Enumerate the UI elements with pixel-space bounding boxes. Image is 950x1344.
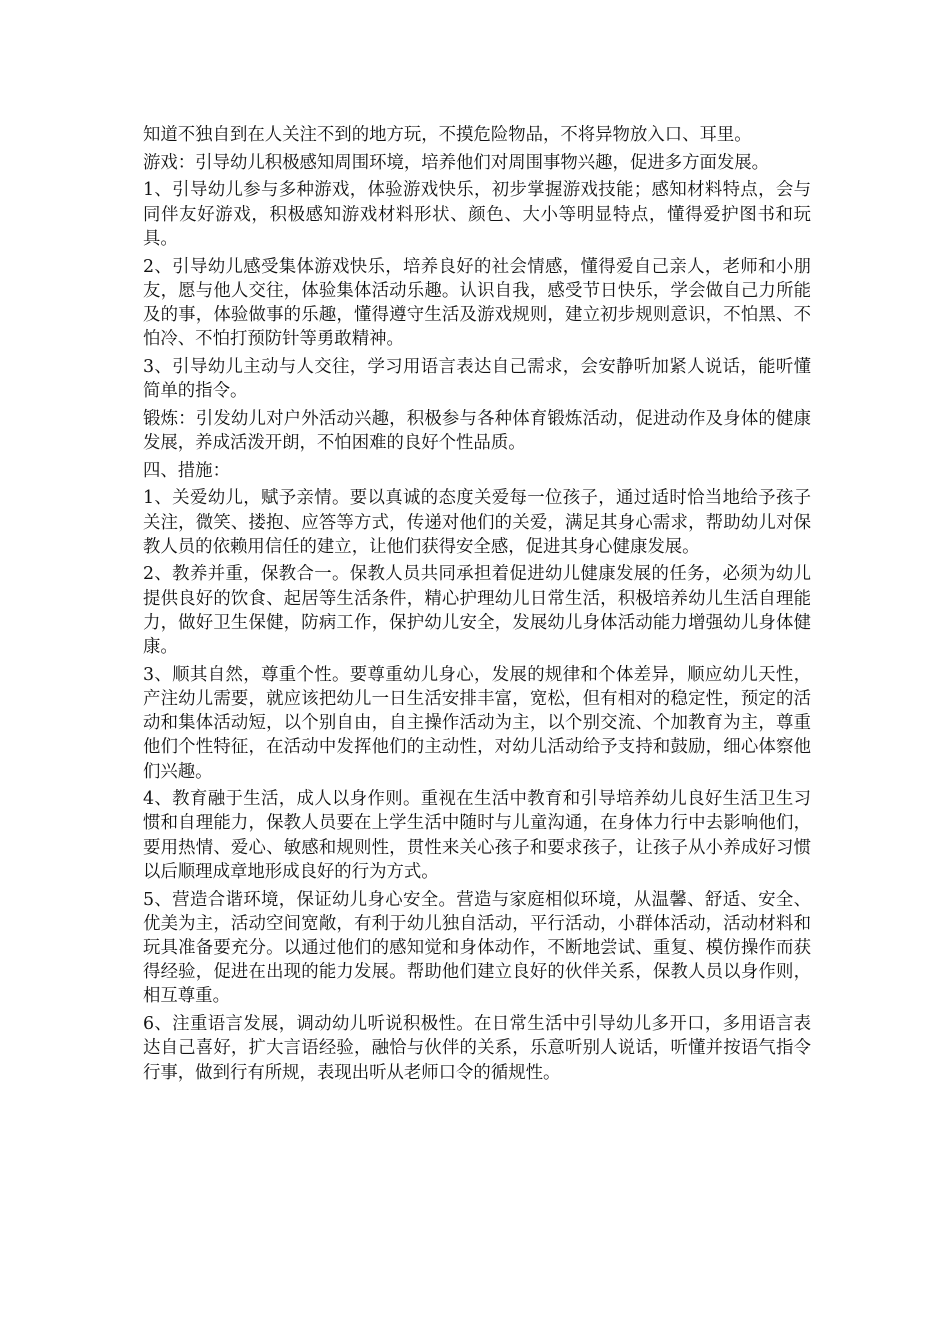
paragraph-safety-awareness: 知道不独自到在人关注不到的地方玩，不摸危险物品，不将异物放入口、耳里。 bbox=[143, 125, 752, 145]
paragraph-measure-5: 5、营造合谐环境，保证幼儿身心安全。营造与家庭相似环境，从温馨、舒适、安全、优美为主，活动空间宽敞，有利于幼儿独自活动，平行活动，小群体活动，活动材料和玩具准备要充分。以通过他们的感知觉和身体动作，不断地尝试、重复、模仿操作而获得经验，促进在出现的能力发展。帮助他们建立良好的伙伴关系，保教人员以身作则，相互尊重。 bbox=[143, 889, 811, 1007]
paragraph-games-item-3: 3、引导幼儿主动与人交往，学习用语言表达自己需求，会安静听加紧人说话，能听懂简单的指令。 bbox=[143, 356, 811, 402]
paragraph-measure-6: 6、注重语言发展，调动幼儿听说积极性。在日常生活中引导幼儿多开口，多用语言表达自己喜好，扩大言语经验，融恰与伙伴的关系，乐意听别人说话，听懂并按语气指令行事，做到行有所规，表现出听从老师口令的循规性。 bbox=[143, 1014, 811, 1083]
paragraph-games-item-1: 1、引导幼儿参与多种游戏，体验游戏快乐，初步掌握游戏技能；感知材料特点，会与同伴友好游戏，积极感知游戏材料形状、颜色、大小等明显特点，懂得爱护图书和玩具。 bbox=[143, 180, 811, 249]
paragraph-games-intro: 游戏：引导幼儿积极感知周围环境，培养他们对周围事物兴趣，促进多方面发展。 bbox=[143, 152, 770, 173]
document-body bbox=[143, 123, 811, 1088]
paragraph-exercise: 锻炼：引发幼儿对户外活动兴趣，积极参与各种体育锻炼活动，促进动作及身体的健康发展，养成活泼开朗，不怕困难的良好个性品质。 bbox=[143, 408, 811, 453]
section-heading-measures: 四、措施： bbox=[143, 460, 230, 481]
paragraph-measure-2: 2、教养并重，保教合一。保教人员共同承担着促进幼儿健康发展的任务，必须为幼儿提供良好的饮食、起居等生活条件，精心护理幼儿日常生活，积极培养幼儿生活自理能力，做好卫生保健，防病工作，保护幼儿安全，发展幼儿身体活动能力增强幼儿身体健康。 bbox=[143, 564, 811, 658]
paragraph-games-item-2: 2、引导幼儿感受集体游戏快乐，培养良好的社会情感，懂得爱自己亲人，老师和小朋友，愿与他人交往，体验集体活动乐趣。认识自我，感受节日快乐，学会做自己力所能及的事，体验做事的乐趣，懂得遵守生活及游戏规则，建立初步规则意识，不怕黑、不怕冷、不怕打预防针等勇敢精神。 bbox=[143, 256, 811, 350]
paragraph-measure-4: 4、教育融于生活，成人以身作则。重视在生活中教育和引导培养幼儿良好生活卫生习惯和自理能力，保教人员要在上学生活中随时与儿童沟通，在身体力行中去影响他们，要用热情、爱心、敏感和规则性，贯性来关心孩子和要求孩子，让孩子从小养成好习惯以后顺理成章地形成良好的行为方式。 bbox=[143, 789, 811, 882]
paragraph-measure-3: 3、顺其自然，尊重个性。要尊重幼儿身心，发展的规律和个体差异，顺应幼儿天性，产注幼儿需要，就应该把幼儿一日生活安排丰富，宽松，但有相对的稳定性，预定的活动和集体活动短，以个别自由，自主操作活动为主，以个别交流、个加教育为主，尊重他们个性特征，在活动中发挥他们的主动性，对幼儿活动给予支持和鼓励，细心体察他们兴趣。 bbox=[143, 664, 811, 782]
paragraph-measure-1: 1、关爱幼儿，赋予亲情。要以真诚的态度关爱每一位孩子，通过适时恰当地给予孩子关注，微笑、搂抱、应答等方式，传递对他们的关爱，满足其身心需求，帮助幼儿对保教人员的依赖用信任的建立，让他们获得安全感，促进其身心健康发展。 bbox=[143, 488, 811, 557]
